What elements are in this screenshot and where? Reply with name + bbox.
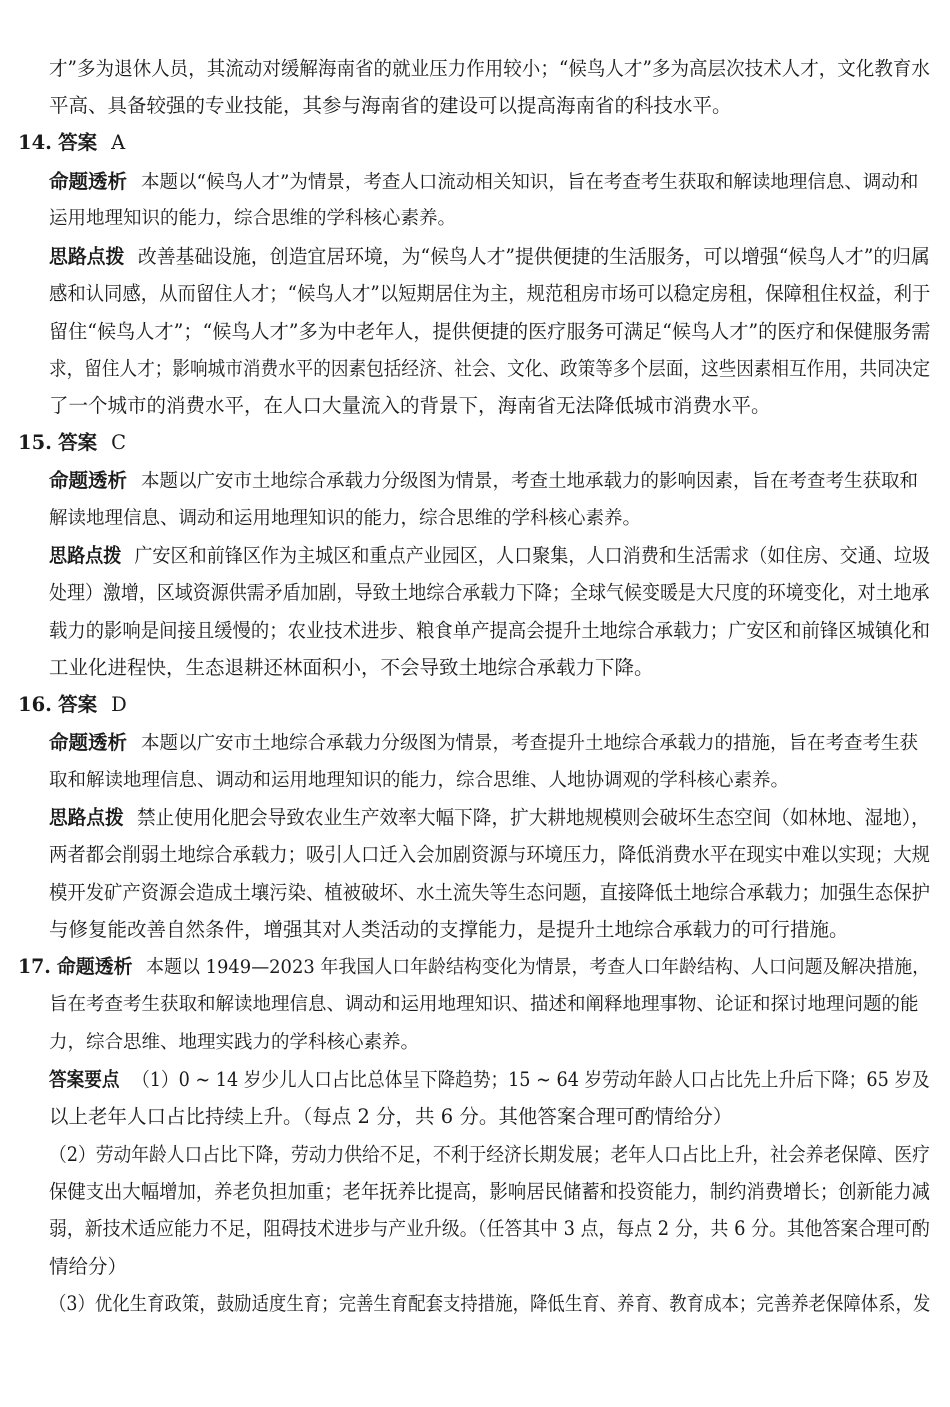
key-points-text: （1）0 ~ 14 岁少儿人口占比总体呈下降趋势；15 ~ 64 岁劳动年龄人口占比先上升后下降；65 岁及 [132, 1068, 930, 1091]
analysis-text: 旨在考查考生获取和解读地理信息、调动和运用地理知识、描述和阐释地理事物、论证和探讨地理问题的能 [49, 994, 919, 1015]
hint-text: 处理）激增，区域资源供需矛盾加剧，导致土地综合承载力下降；全球气候变暖是大尺度的环境变化，对土地承 [49, 581, 930, 604]
hint-text: 模开发矿产资源会造成土壤污染、植被破坏、水土流失等生态问题，直接降低土地综合承载力；加强生态保护 [49, 881, 930, 904]
analysis-text: 本题以 1949—2023 年我国人口年龄结构变化为情景，考查人口年龄结构、人口问题及解决措施， [146, 957, 931, 978]
question-number: 15. [18, 431, 52, 454]
hint-label: 思路点拨 [49, 245, 125, 268]
analysis-line [49, 729, 918, 758]
hint-text: 广安区和前锋区作为主城区和重点产业园区，人口聚集，人口消费和生活需求（如住房、交通、垃圾 [134, 544, 931, 567]
hint-text: 工业化进程快，生态退耕还林面积小，不会导致土地综合承载力下降。 [49, 656, 654, 679]
answer-label: 答案 [58, 131, 98, 154]
analysis-text: 本题以广安市土地综合承载力分级图为情景，考查提升土地综合承载力的措施，旨在考查考生获 [141, 733, 919, 754]
analysis-text: 力，综合思维、地理实践力的学科核心素养。 [49, 1032, 420, 1053]
question-number: 17. [18, 955, 51, 978]
analysis-label: 命题透析 [56, 955, 133, 978]
key-points-text: （3）优化生育政策，鼓励适度生育；完善生育配套支持措施，降低生育、养育、教育成本；完善养老保障体系，发 [49, 1292, 931, 1315]
text-line: 才”多为退休人员，其流动对缓解海南省的就业压力作用较小；“候鸟人才”多为高层次技术人才，文化教育水 [49, 57, 930, 80]
hint-text: 两者都会削弱土地综合承载力；吸引人口迁入会加剧资源与环境压力，降低消费水平在现实中难以实现；大规 [49, 843, 930, 866]
hint-text: 求，留住人才；影响城市消费水平的因素包括经济、社会、文化、政策等多个层面，这些因素相互作用，共同决定 [49, 357, 931, 380]
key-points-text: 情给分） [49, 1255, 128, 1278]
hint-text: 与修复能改善自然条件，增强其对人类活动的支撑能力，是提升土地综合承载力的可行措施。 [49, 918, 849, 941]
analysis-label: 命题透析 [49, 469, 128, 492]
question-number: 14. [18, 131, 52, 154]
question-14-header [18, 129, 125, 157]
hint-text: 留住“候鸟人才”；“候鸟人才”多为中老年人，提供便捷的医疗服务可满足“候鸟人才”的医疗和保健服务需 [49, 320, 931, 343]
answer-value: A [111, 131, 126, 154]
key-points-label: 答案要点 [49, 1068, 120, 1091]
answer-value: D [111, 693, 127, 716]
hint-text: 了一个城市的消费水平，在人口大量流入的背景下，海南省无法降低城市消费水平。 [49, 394, 771, 417]
analysis-text: 取和解读地理信息、调动和运用地理知识的能力，综合思维、人地协调观的学科核心素养。 [49, 770, 790, 791]
question-15-header [18, 429, 126, 457]
text-line: 平高、具备较强的专业技能，其参与海南省的建设可以提高海南省的科技水平。 [49, 94, 732, 117]
hint-label: 思路点拨 [49, 544, 122, 567]
answer-label: 答案 [58, 431, 98, 454]
answer-value: C [111, 431, 127, 454]
analysis-label: 命题透析 [49, 731, 128, 754]
key-points-line [49, 1066, 930, 1094]
analysis-label: 命题透析 [49, 170, 128, 193]
hint-line [49, 542, 930, 570]
question-17-header [18, 953, 930, 982]
hint-line [49, 804, 930, 832]
question-number: 16. [18, 693, 52, 716]
hint-label: 思路点拨 [49, 806, 124, 829]
analysis-text: 本题以广安市土地综合承载力分级图为情景，考查土地承载力的影响因素，旨在考查考生获取和 [141, 471, 919, 492]
analysis-text: 运用地理知识的能力，综合思维的学科核心素养。 [49, 208, 457, 229]
hint-text: 感和认同感，从而留住人才；“候鸟人才”以短期居住为主，规范租房市场可以稳定房租，保障租住权益，利于 [49, 282, 931, 305]
analysis-line [49, 467, 918, 496]
key-points-text: 以上老年人口占比持续上升。（每点 2 分，共 6 分。其他答案合理可酌情给分） [49, 1105, 733, 1128]
key-points-text: 保健支出大幅增加，养老负担加重；老年抚养比提高，影响居民储蓄和投资能力，制约消费增长；创新能力减 [49, 1180, 930, 1203]
key-points-text: 弱，新技术适应能力不足，阻碍技术进步与产业升级。（任答其中 3 点，每点 2 分，共 6 分。其他答案合理可酌 [49, 1217, 930, 1240]
key-points-text: （2）劳动年龄人口占比下降，劳动力供给不足，不利于经济长期发展；老年人口占比上升，社会养老保障、医疗 [49, 1143, 930, 1166]
analysis-text: 本题以“候鸟人才”为情景，考查人口流动相关知识，旨在考查考生获取和解读地理信息、调动和 [141, 172, 919, 193]
question-16-header [18, 691, 127, 719]
answer-label: 答案 [58, 693, 98, 716]
hint-text: 载力的影响是间接且缓慢的；农业技术进步、粮食单产提高会提升土地综合承载力；广安区和前锋区城镇化和 [49, 619, 930, 642]
hint-text: 改善基础设施，创造宜居环境，为“候鸟人才”提供便捷的生活服务，可以增强“候鸟人才”的归属 [137, 245, 930, 268]
analysis-line [49, 168, 918, 197]
analysis-text: 解读地理信息、调动和运用地理知识的能力，综合思维的学科核心素养。 [49, 508, 642, 529]
hint-text: 禁止使用化肥会导致农业生产效率大幅下降，扩大耕地规模则会破坏生态空间（如林地、湿地）， [137, 806, 930, 829]
hint-line [49, 243, 930, 271]
